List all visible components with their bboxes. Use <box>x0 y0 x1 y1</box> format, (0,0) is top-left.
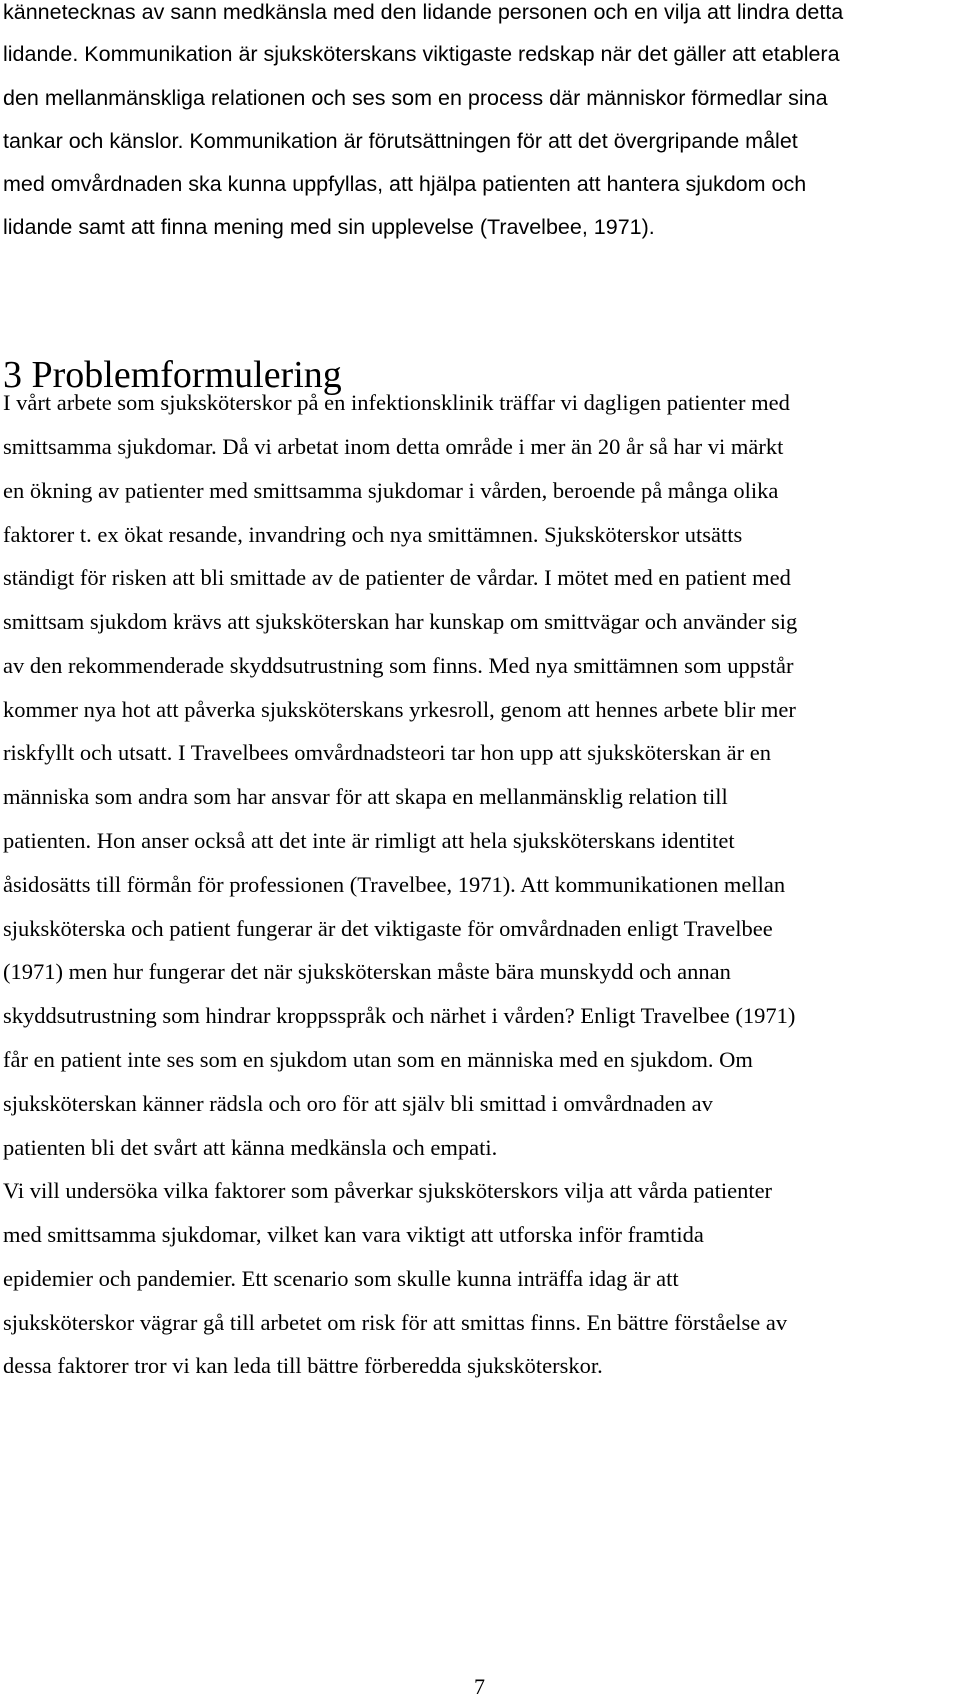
text-line: sjuksköterskor vägrar gå till arbetet om risk för att smittas finns. En bättre förståelse av <box>3 1310 788 1335</box>
text-line: skyddsutrustning som hindrar kroppsspråk och närhet i vården? Enligt Travelbee (1971) <box>3 1003 796 1028</box>
page-number: 7 <box>474 1674 485 1699</box>
text-line: åsidosätts till förmån för professionen (Travelbee, 1971). Att kommunikationen mellan <box>3 872 786 897</box>
text-line: lidande samt att finna mening med sin upplevelse (Travelbee, 1971). <box>3 215 655 239</box>
text-line: sjuksköterskan känner rädsla och oro för att själv bli smittad i omvårdnaden av <box>3 1091 713 1116</box>
text-line: patienten bli det svårt att känna medkänsla och empati. <box>3 1135 498 1160</box>
text-line: en ökning av patienter med smittsamma sjukdomar i vården, beroende på många olika <box>3 478 779 503</box>
section-heading: 3 Problemformulering <box>3 354 342 396</box>
text-line: med smittsamma sjukdomar, vilket kan vara viktigt att utforska inför framtida <box>3 1222 704 1247</box>
text-line: epidemier och pandemier. Ett scenario som skulle kunna inträffa idag är att <box>3 1266 679 1291</box>
text-line: tankar och känslor. Kommunikation är förutsättningen för att det övergripande målet <box>3 129 798 153</box>
text-line: den mellanmänskliga relationen och ses som en process där människor förmedlar sina <box>3 86 828 110</box>
text-line: får en patient inte ses som en sjukdom utan som en människa med en sjukdom. Om <box>3 1047 753 1072</box>
text-line: patienten. Hon anser också att det inte är rimligt att hela sjuksköterskans identitet <box>3 828 735 853</box>
text-line: smittsam sjukdom krävs att sjuksköterskan har kunskap om smittvägar och använder sig <box>3 609 798 634</box>
text-line: I vårt arbete som sjuksköterskor på en infektionsklinik träffar vi dagligen patienter med <box>3 390 790 415</box>
text-line: faktorer t. ex ökat resande, invandring och nya smittämnen. Sjuksköterskor utsätts <box>3 522 743 547</box>
text-line: människa som andra som har ansvar för att skapa en mellanmänsklig relation till <box>3 784 728 809</box>
text-line: smittsamma sjukdomar. Då vi arbetat inom detta område i mer än 20 år så har vi märkt <box>3 434 784 459</box>
text-line: ständigt för risken att bli smittade av de patienter de vårdar. I mötet med en patient med <box>3 565 791 590</box>
text-line: riskfyllt och utsatt. I Travelbees omvårdnadsteori tar hon upp att sjuksköterskan är en <box>3 740 771 765</box>
text-line: kännetecknas av sann medkänsla med den lidande personen och en vilja att lindra detta <box>3 0 844 24</box>
text-line: dessa faktorer tror vi kan leda till bättre förberedda sjuksköterskor. <box>3 1353 603 1378</box>
text-line: (1971) men hur fungerar det när sjuksköterskan måste bära munskydd och annan <box>3 959 731 984</box>
text-line: kommer nya hot att påverka sjuksköterskans yrkesroll, genom att hennes arbete blir mer <box>3 697 796 722</box>
text-line: av den rekommenderade skyddsutrustning som finns. Med nya smittämnen som uppstår <box>3 653 794 678</box>
text-line: med omvårdnaden ska kunna uppfyllas, att hjälpa patienten att hantera sjukdom och <box>3 172 807 196</box>
text-line: sjuksköterska och patient fungerar är det viktigaste för omvårdnaden enligt Travelbee <box>3 916 773 941</box>
text-line: Vi vill undersöka vilka faktorer som påverkar sjuksköterskors vilja att vårda patienter <box>3 1178 773 1203</box>
text-line: lidande. Kommunikation är sjuksköterskans viktigaste redskap när det gäller att etablera <box>3 42 840 66</box>
